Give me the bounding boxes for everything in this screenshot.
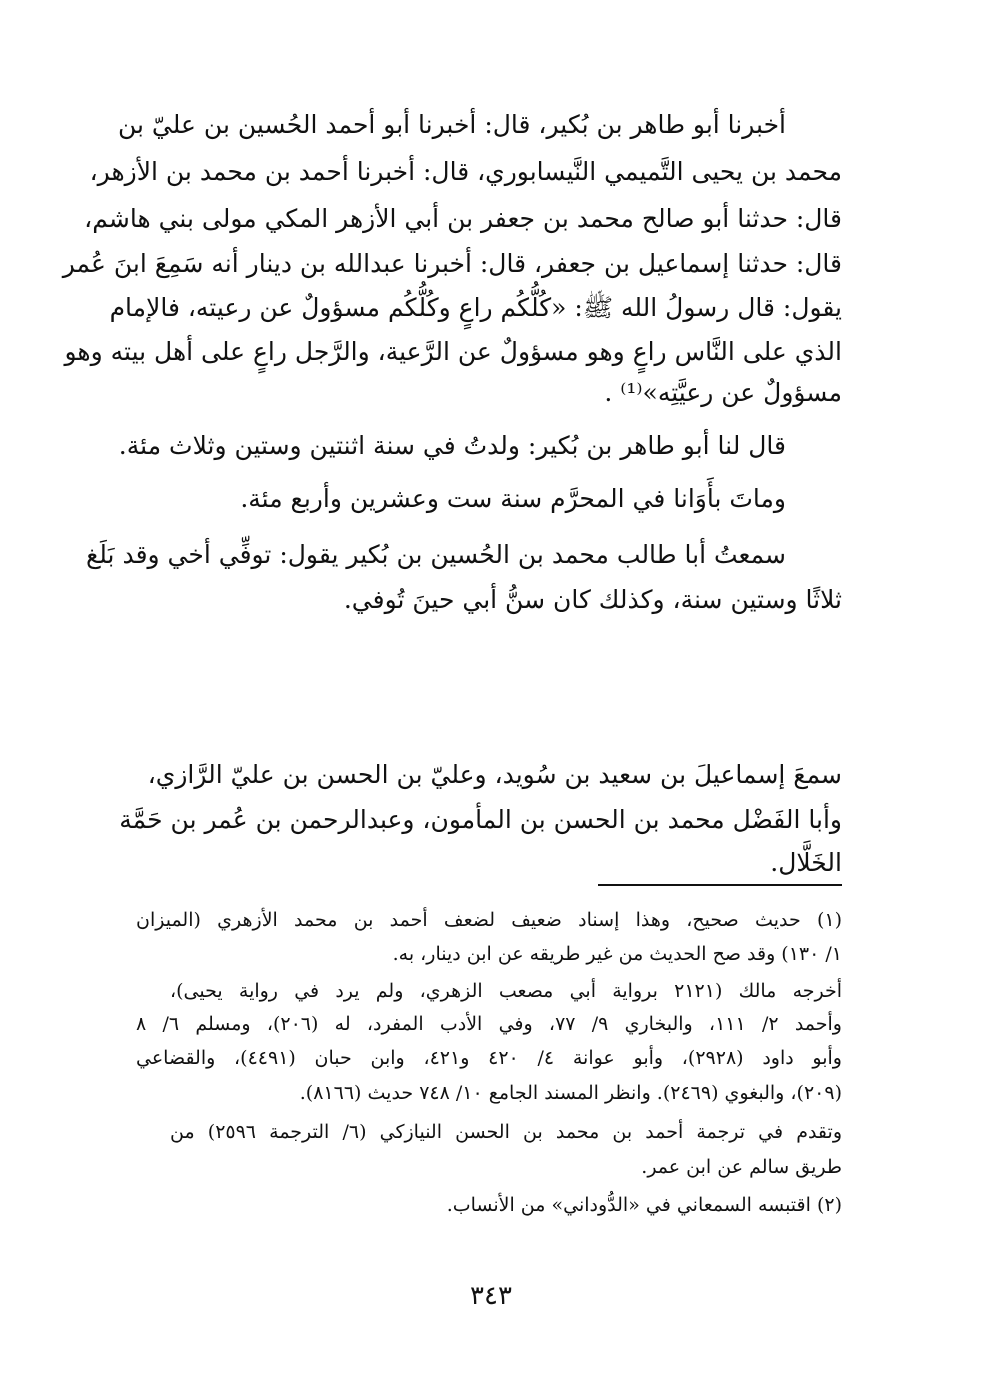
text-line: مسؤولٌ عن رعيَّتِه»⁽¹⁾ . bbox=[604, 378, 842, 407]
text-line: سمعَ إسماعيلَ بن سعيد بن سُويد، وعليّ بن الحسن بن عليّ الرَّازي، bbox=[147, 760, 842, 789]
footnote-separator bbox=[598, 884, 842, 886]
footnote-line: أخرجه مالك (٢١٢١ برواية أبي مصعب الزهري، ولم يرد في رواية يحيى)، bbox=[170, 980, 843, 1002]
text-line: يقول: قال رسولُ الله ﷺ: «كُلُّكُم راعٍ وكُلُّكُم مسؤولٌ عن رعيته، فالإمام bbox=[109, 293, 842, 322]
footnote-line: وتقدم في ترجمة أحمد بن محمد بن الحسن النيازكي (٦/ الترجمة ٢٥٩٦) من bbox=[170, 1121, 843, 1143]
paragraph-birth: قال لنا أبو طاهر بن بُكير: ولدتُ في سنة اثنتين وستين وثلاث مئة. bbox=[118, 431, 786, 460]
footnote-line: وأحمد ٢/ ١١١، والبخاري ٩/ ٧٧، وفي الأدب المفرد، له (٢٠٦)، ومسلم ٦/ ٨ bbox=[136, 1013, 842, 1035]
footnote-line: طريق سالم عن ابن عمر. bbox=[641, 1156, 842, 1178]
footnote-2: (٢) اقتبسه السمعاني في «الدُّوداني» من الأنساب. bbox=[446, 1194, 842, 1216]
text-line: قال: حدثنا إسماعيل بن جعفر، قال: أخبرنا عبدالله بن دينار أنه سَمِعَ ابنَ عُمر bbox=[62, 249, 842, 278]
text-line: محمد بن يحيى التَّميمي النَّيسابوري، قال: أخبرنا أحمد بن محمد بن الأزهر، bbox=[89, 157, 842, 186]
page-number: ٣٤٣ bbox=[470, 1281, 512, 1311]
footnote-line: (١) حديث صحيح، وهذا إسناد ضعيف لضعف أحمد بن محمد الأزهري (الميزان bbox=[136, 909, 842, 931]
text-line: سمعتُ أبا طالب محمد بن الحُسين بن بُكير يقول: توفِّي أخي وقد بَلَغ bbox=[85, 540, 786, 569]
text-line: الذي على النَّاس راعٍ وهو مسؤولٌ عن الرَّعية، والرَّجل راعٍ على أهل بيته وهو bbox=[64, 337, 842, 366]
paragraph-death: وماتَ بأَوَانا في المحرَّم سنة ست وعشرين وأربع مئة. bbox=[240, 484, 786, 513]
text-line: ثلاثًا وستين سنة، وكذلك كان سنُّ أبي حينَ تُوفي. bbox=[343, 585, 842, 614]
text-line: قال: حدثنا أبو صالح محمد بن جعفر بن أبي الأزهر المكي مولى بني هاشم، bbox=[84, 204, 842, 233]
text-line: وأبا الفَضْل محمد بن الحسن بن المأمون، وعبدالرحمن بن عُمر بن حَمَّة bbox=[119, 805, 842, 834]
footnote-line: ١/ ١٣٠) وقد صح الحديث من غير طريقه عن ابن دينار، به. bbox=[392, 943, 842, 965]
text-line: أخبرنا أبو طاهر بن بُكير، قال: أخبرنا أبو أحمد الحُسين بن عليّ بن bbox=[118, 110, 786, 139]
footnote-line: (٢٠٩)، والبغوي (٢٤٦٩). وانظر المسند الجامع ١٠/ ٧٤٨ حديث (٨١٦٦). bbox=[299, 1082, 842, 1104]
text-line: الخَلَّال. bbox=[770, 848, 842, 877]
footnote-line: وأبو داود (٢٩٢٨)، وأبو عوانة ٤/ ٤٢٠ و٤٢١، وابن حبان (٤٤٩١)، والقضاعي bbox=[136, 1047, 842, 1069]
